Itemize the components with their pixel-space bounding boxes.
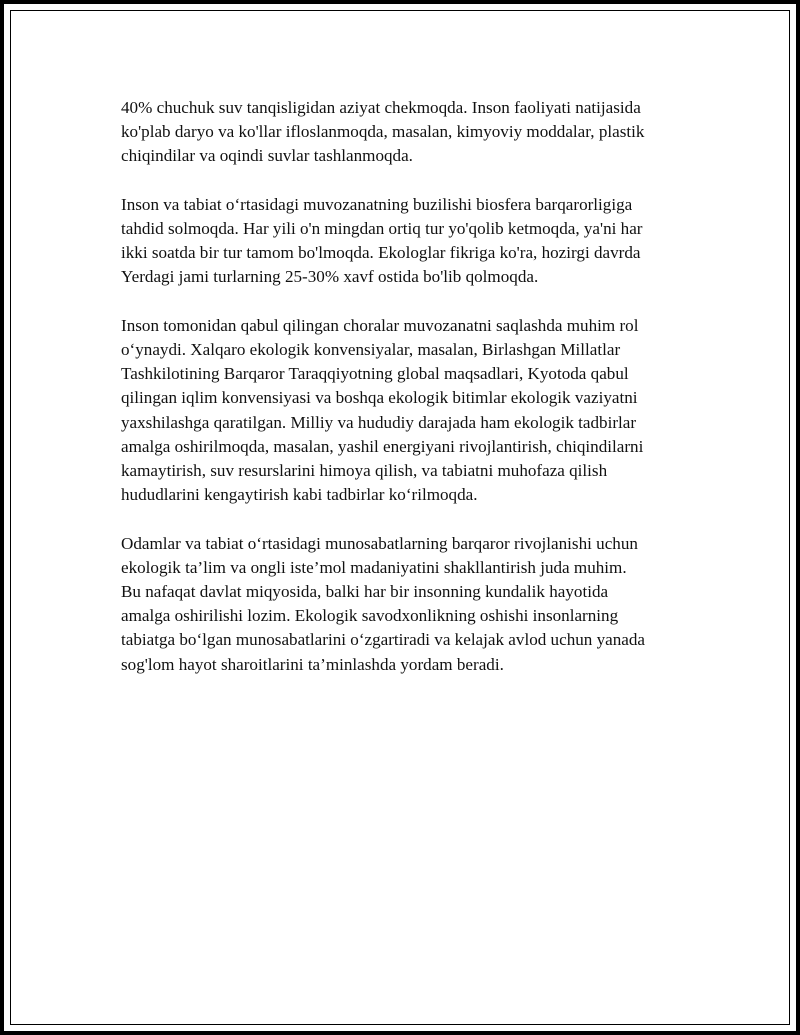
- text-line: Inson va tabiat o‘rtasidagi muvozanatning buzilishi biosfera barqarorligiga: [121, 194, 633, 214]
- text-line: Tashkilotining Barqaror Taraqqiyotning global maqsadlari, Kyotoda qabul: [121, 364, 629, 384]
- text-line: Inson tomonidan qabul qilingan choralar muvozanatni saqlashda muhim rol: [121, 315, 639, 335]
- text-line: tabiatga bo‘lgan munosabatlarini o‘zgartiradi va kelajak avlod uchun yanada: [121, 630, 646, 650]
- text-line: Bu nafaqat davlat miqyosida, balki har bir insonning kundalik hayotida: [121, 582, 609, 602]
- text-line: ko'plab daryo va ko'llar ifloslanmoqda, masalan, kimyoviy moddalar, plastik: [121, 122, 645, 142]
- text-line: kamaytirish, suv resurslarini himoya qilish, va tabiatni muhofaza qilish: [121, 461, 608, 481]
- text-line: Odamlar va tabiat o‘rtasidagi munosabatlarning barqaror rivojlanishi uchun: [121, 533, 638, 553]
- text-line: qilingan iqlim konvensiyasi va boshqa ekologik bitimlar ekologik vaziyatni: [121, 388, 638, 408]
- text-line: Yerdagi jami turlarning 25-30% xavf ostida bo'lib qolmoqda.: [121, 267, 539, 287]
- text-line: amalga oshirilmoqda, masalan, yashil energiyani rivojlantirish, chiqindilarni: [121, 436, 644, 456]
- text-line: amalga oshirilishi lozim. Ekologik savodxonlikning oshishi insonlarning: [121, 606, 619, 626]
- text-line: 40% chuchuk suv tanqisligidan aziyat chekmoqda. Inson faoliyati natijasida: [121, 98, 641, 117]
- paragraph-4: [121, 532, 721, 677]
- paragraph-3: [121, 314, 721, 508]
- text-line: ikki soatda bir tur tamom bo'lmoqda. Ekologlar fikriga ko'ra, hozirgi davrda: [121, 243, 641, 263]
- text-line: chiqindilar va oqindi suvlar tashlanmoqda.: [121, 146, 413, 166]
- text-line: yaxshilashga qaratilgan. Milliy va hududiy darajada ham ekologik tadbirlar: [121, 412, 637, 432]
- text-line: ekologik ta’lim va ongli iste’mol madaniyatini shakllantirish juda muhim.: [121, 557, 627, 577]
- paragraph-2: [121, 193, 721, 290]
- text-line: tahdid solmoqda. Har yili o'n mingdan ortiq tur yo'qolib ketmoqda, ya'ni har: [121, 219, 643, 238]
- paragraph-1: [121, 96, 721, 169]
- document-body: [121, 96, 721, 701]
- text-line: sog'lom hayot sharoitlarini ta’minlashda yordam beradi.: [121, 654, 504, 674]
- text-line: o‘ynaydi. Xalqaro ekologik konvensiyalar, masalan, Birlashgan Millatlar: [121, 340, 621, 359]
- text-line: hududlarini kengaytirish kabi tadbirlar ko‘rilmoqda.: [121, 485, 478, 505]
